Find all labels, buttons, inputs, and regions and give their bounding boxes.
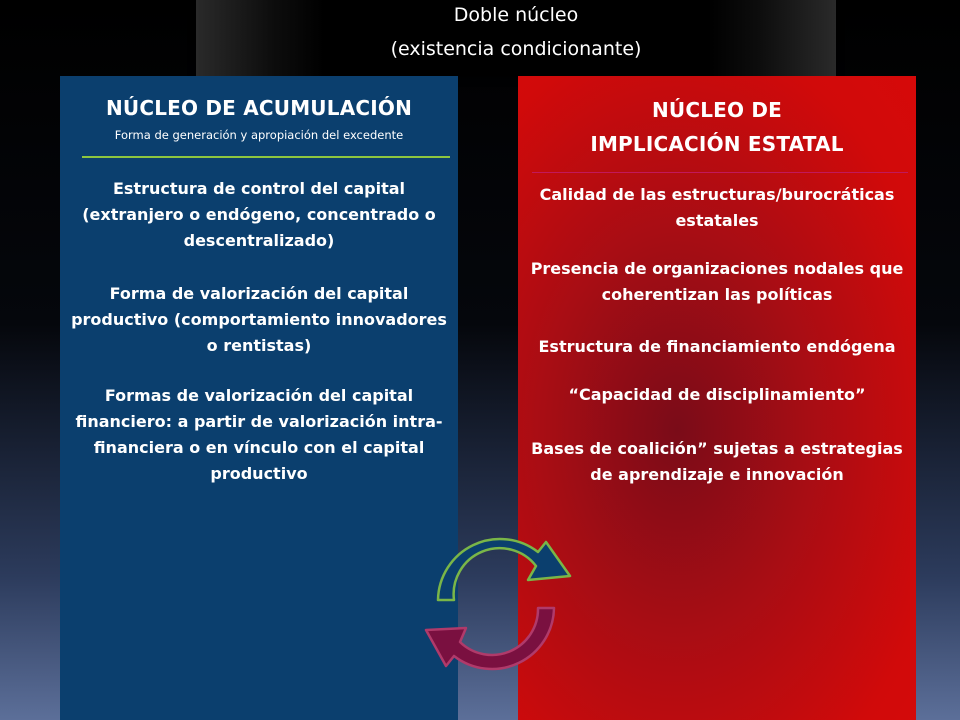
diagram-subtitle: (existencia condicionante)	[390, 38, 642, 60]
state-item-discipline-capacity: “Capacidad de disciplinamiento”	[568, 385, 866, 404]
accumulation-item-financial-valorization: Formas de valorización del capital financiero: a partir de valorización intra-financiera o en vínculo con el capital productivo	[75, 386, 443, 483]
state-core-heading-line1: NÚCLEO DE	[651, 98, 783, 122]
diagram-title: Doble núcleo	[453, 4, 579, 26]
state-item-coalition-bases: Bases de coalición” sujetas a estrategias de aprendizaje e innovación	[531, 439, 903, 484]
accumulation-item-capital-control: Estructura de control del capital (extranjero o endógeno, concentrado o descentralizado)	[82, 179, 436, 250]
state-core-heading-line2: IMPLICACIÓN ESTATAL	[590, 132, 844, 156]
cycle-arrow-top-icon	[438, 539, 570, 600]
circular-arrows-icon	[420, 508, 580, 688]
state-core-divider	[532, 172, 908, 173]
state-item-bureaucratic-quality: Calidad de las estructuras/burocráticas estatales	[539, 185, 895, 230]
accumulation-core-heading: NÚCLEO DE ACUMULACIÓN	[105, 96, 413, 120]
state-item-endogenous-financing: Estructura de financiamiento endógena	[538, 337, 896, 356]
accumulation-core-panel	[60, 76, 458, 720]
accumulation-item-productive-valorization: Forma de valorización del capital productivo (comportamiento innovadores o rentistas)	[71, 284, 447, 355]
cycle-arrow-bottom-icon	[426, 608, 554, 669]
accumulation-core-subheading: Forma de generación y apropiación del excedente	[114, 128, 404, 142]
diagram-title-box	[196, 0, 836, 76]
state-item-nodal-organizations: Presencia de organizaciones nodales que coherentizan las políticas	[530, 259, 904, 304]
accumulation-core-divider	[82, 156, 450, 158]
